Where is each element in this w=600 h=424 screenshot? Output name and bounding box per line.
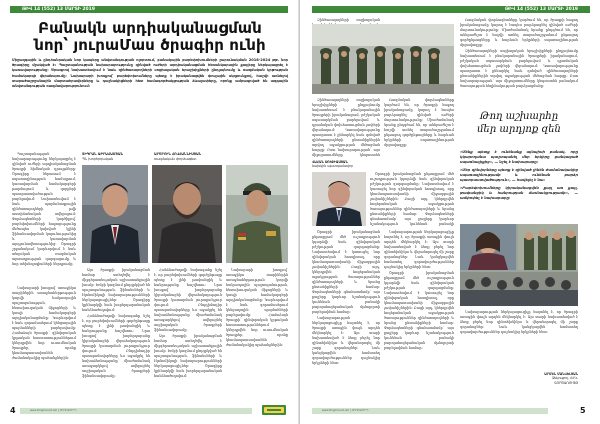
left-lead-paragraph: Միջազգային և ընդհանրական նոր կապերը անվտանգության ոլորտում, բանակային բարեփոխումների շարունակման 2018-2024 թթ. նոր ծրագիրը մշակված է: Պաշտպանության նախարարությունը զինված ուժերի արդիականացման հեռանկարային քայլերը ներկայացրել է կառավարությանը: Ծրագրով նախատեսվում է նաև զինծառայողների սոցիալական երաշխիքների ընդլայնումը և ռազմական կրթության համակարգի վերանայումը: Նախարարի խոսքով՝ բարեփոխումները պետք է իրականացվեն փուլային սկզբունքով, հաշվի առնելով տարածաշրջանային մարտահրավերները և դաշնակիցների հետ համագործակցության ձևաչափերը, որոնք ամրագրված են ազգային անվտանգության ռազմավարությունում: (12, 58, 288, 89)
photo-soldiers-marching (312, 24, 454, 94)
photo-man-headshot (312, 172, 366, 226)
photo-officer-uniform (226, 165, 288, 263)
left-column-1 (12, 152, 76, 282)
right-col4-paragraph-b: Նախարարության ներկայացուցիչը հայտնել է, որ ծրագրի առաջին փուլն արդեն մեկնարկել է: Այս տարի նախատեսված է ձեռք բերել նոր զինտեխնիկա և վերանորոգել մի շարք զորանոցներ: Նաև կանցկացվեն համատեղ զորավարժություններ դաշնակից երկրների հետ: (460, 310, 578, 334)
photo1-caption-role: ՊՆ խորհրդական (82, 156, 114, 161)
right-column-beside-headshot (370, 172, 454, 226)
photo1-caption (82, 152, 152, 161)
left-topbar-text: ԹԻՎ 14 (552) 13 ՄԱՐՏԻ 2019 (22, 7, 95, 12)
right-page (300, 0, 600, 424)
left-page-number: 4 (10, 406, 16, 415)
signature-2 (530, 372, 578, 385)
right-lead-quote-1: «Մենք պետք է ունենանք այնպիսի բանակ, որը կկարողանա պաշտպանել մեր երկիրը ցանկացած սպառնալիքից», — նշել է նախարարը: (460, 150, 578, 164)
sig2-role: Զեկուցող, ՀՀԿ-ԳՈՐԾԱՌՈՒՅԹ (551, 376, 578, 385)
left-col3-paragraph: Հանձնաժողովի նախագահը նշել է, որ բարեփոխումների գործընթացը պետք է լինի թափանցիկ և հանրությանը հաշվետու: Նրա խոսքով՝ խորհրդարանը կիրականացնի վերահսկողություն ծրագրի կատարման յուրաքանչյուր փուլում: Ընդդիմադիր պատգամավորները ևս աջակցել են նախաձեռնությանը՝ միաժամանակ առաջարկելով ավելացնել սոցիալական ծրագրերի ֆինանսավորումը: (154, 268, 222, 332)
right-topbar (312, 6, 590, 13)
left-col3-paragraph-a: Հանձնաժողովի նախագահը նշել է, որ բարեփոխումների գործընթացը պետք է լինի թափանցիկ և հանրությանը հաշվետու: Նրա խոսքով՝ խորհրդարանը կիրականացնի վերահսկողություն ծրագրի կատարման յուրաքանչյուր փուլում: Ընդդիմադիր պատգամավորները ևս աջակցել են նախաձեռնությանը՝ միաժամանակ առաջարկելով ավելացնել սոցիալական ծրագրերի ֆինանսավորումը: (82, 314, 150, 378)
right-column-lower-3 (460, 310, 578, 368)
photo-bearded-man (152, 165, 222, 263)
right-col3-paragraph-a: Ծրագրի իրականացման ընթացքում մեծ ուշադրություն կդարձվի նաև զինվորական բժշկության զարգացմանը: Նախատեսվում է կառուցել նոր զինվորական հոսպիտալ, որը կհամապատասխանի միջազգային չափանիշներին: Բացի այդ, կներդրվեն հոգեբանական աջակցության ծառայություններ զինծառայողների և նրանց ընտանիքների համար: Փորձագետների գնահատմամբ՝ այս քայլերը կարևոր նշանակություն կունենան բանակի (370, 172, 454, 226)
right-col1-paragraph-c: Զինծառայողների սոցիալական երաշխիքների ընդլայնումը նախատեսում է բնակարանային ծրագրերի իրականացում, բժշկական սպասարկման բարելավում և դրամական փոխհատուցման չափերի վերանայում: Կառավարությունը պատրաստ է քննարկել նաև զոհված զինծառայողների ընտանիքներին տրվող աջակցության մեծացման հարցը: Ըստ նախարարության՝ այս միջոցառումները կնպաստեն (312, 98, 380, 157)
newspaper-logo-icon (262, 405, 286, 415)
right-lead-quote-2: «Մեր զինվորները պետք է զինված լինեն ժամանակակից սպառազինությամբ և ունենան բարձր պատրաստվածություն», — հավելել է նա: (460, 168, 578, 182)
right-title-line-2: մեր արդյոք զեն (477, 124, 561, 135)
right-col3-paragraph: Ծրագրի իրականացման ընթացքում մեծ ուշադրություն կդարձվի նաև զինվորական բժշկության զարգացմանը: Նախատեսվում է կառուցել նոր զինվորական հոսպիտալ, որը կհամապատասխանի միջազգային չափանիշներին: Բացի այդ, կներդրվեն հոգեբանական աջակցության ծառայություններ զինծառայողների և նրանց ընտանիքների համար: Փորձագետների գնահատմամբ՝ այս քայլերը կարևոր նշանակություն կունենան բանակի բարոյահոգեբանական մթնոլորտի բարելավման համար: (312, 230, 380, 314)
left-topbar (10, 6, 288, 13)
left-col2-paragraph: Այս ծրագրի իրականացման համար ստեղծվել է միջգերատեսչական աշխատանքային խումբ: Խմբի կազմում ընդգրկված են պաշտպանության, ֆինանսների և էկոնոմիկայի նախարարությունների ներկայացուցիչներ: Ծրագիրը կքննարկվի նաև խորհրդարանական հանձնաժողովում: (82, 268, 150, 312)
right-col2-paragraph: Ռազմական փորձագետները կարծում են, որ ծրագրի հաջող իրականացումը կարող է էապես բարձրացնել զինված ուժերի մարտունակությունը: Միաժամանակ նրանք ընդգծում են, որ անհրաժեշտ է հաշվի առնել տարածաշրջանում ընթացող գործընթացները և հարևան երկրների սպառազինության մրցավազքը: (460, 18, 578, 47)
right-col2-paragraph-c: Ռազմական փորձագետները կարծում են, որ ծրագրի հաջող իրականացումը կարող է էապես բարձրացնել զինված ուժերի մարտունակությունը: Միաժամանակ նրանք ընդգծում են, որ անհրաժեշտ է հաշվի առնել տարածաշրջանում ընթացող գործընթացները և հարևան երկրների սպառազինության մրցավազքը: (384, 98, 454, 147)
left-footer-text: www.zhoghovurd.am | ԺՈՂՈՎՈՒՐԴ (30, 409, 77, 412)
signature-1 (312, 160, 353, 169)
left-column-3 (154, 268, 222, 396)
right-lead (460, 150, 578, 204)
right-col1-paragraph-b: Զինծառայողների սոցիալական երաշխիքների ընդլայնումը նախատեսում է բնակարանային ծրագրերի իրականացում, բժշկական սպասարկման բարելավում և դրամական փոխհատուցման չափերի վերանայում: Կառավարությունը պատրաստ է քննարկել նաև զոհված զինծառայողների ընտանիքներին տրվող աջակցության մեծացման հարցը: Ըստ նախարարության՝ այս միջոցառումները կնպաստեն բանակում ծառայության հեղինակության բարձրացմանը: (460, 49, 578, 88)
right-column-1-mid (312, 98, 380, 158)
right-footer-text: www.zhoghovurd.am | ԺՈՂՈՎՈՒՐԴ (322, 409, 369, 412)
right-col3-paragraph-b: Ծրագրի իրականացման ընթացքում մեծ ուշադրություն կդարձվի նաև զինվորական բժշկության զարգացմանը: Նախատեսվում է կառուցել նոր զինվորական հոսպիտալ, որը կհամապատասխանի միջազգային չափանիշներին: Բացի այդ, կներդրվեն հոգեբանական աջակցության ծառայություններ զինծառայողների և նրանց ընտանիքների համար: Փորձագետների գնահատմամբ՝ այս քայլերը կարևոր նշանակություն կունենան բանակի բարոյահոգեբանական մթնոլորտի բարելավման համար: (384, 271, 454, 350)
left-col1b-paragraph: Նախարարի խոսքով՝ առաջիկա տարիներին առաջնահերթություն կտրվի հակաօդային պաշտպանության, հետախուզական միջոցների և կապի համակարգերի արդիականացմանը: Կարևորվում է նաև զորամասերում կենցաղային պայմանների բարելավումը: Համաձայն ծրագրի՝ զինվորական կրթական հաստատություններում կներդրվեն նոր ուսումնական ծրագրեր, որոնք կհամապատասխանեն ժամանակակից պահանջներին: (12, 286, 76, 360)
right-column-lower-2 (384, 230, 454, 396)
headline-line-2: նոր՝ յուրաՄաս ծրագիր ունի (34, 36, 266, 54)
sig2-name: ԱՐՄԵՆ ՄԱՆՎԵԼՅԱՆ (544, 372, 578, 376)
right-title-line-1: Թող աշխարհը (479, 111, 559, 122)
right-lead-quote-3: «Բարեփոխումները կիրականացվեն քայլ առ քայլ, թափանցիկ և հանրության մասնակցությամբ», — ամփոփել է նախարարը: (460, 186, 578, 200)
right-topbar-text: ԹԻՎ 14 (552) 13 ՄԱՐՏԻ 2019 (505, 7, 578, 12)
photo-man-portrait (82, 165, 148, 263)
right-col1-paragraph: Զինծառայողների սոցիալական (317, 18, 380, 22)
right-column-2-mid (384, 98, 454, 158)
photo2-caption-role: ռազմական փորձագետ (154, 156, 197, 161)
left-column-4 (226, 268, 288, 396)
right-col4-paragraph: Նախարարության ներկայացուցիչը հայտնել է, որ ծրագրի առաջին փուլն արդեն մեկնարկել է: Այս տարի նախատեսված է ձեռք բերել նոր զինտեխնիկա և վերանորոգել մի շարք զորանոցներ: Նաև կանցկացվեն համատեղ զորավարժություններ դաշնակից երկրների հետ: (384, 230, 454, 269)
left-column-1b (12, 286, 76, 396)
left-footer (10, 408, 288, 414)
photo2-caption (154, 152, 224, 161)
right-footer (312, 408, 590, 414)
right-title (460, 110, 578, 136)
right-col4-paragraph-a: Նախարարության ներկայացուցիչը հայտնել է, որ ծրագրի առաջին փուլն արդեն մեկնարկել է: Այս տարի նախատեսված է ձեռք բերել նոր զինտեխնիկա և վերանորոգել մի շարք զորանոցներ: Նաև կանցկացվեն համատեղ զորավարժություններ դաշնակից երկրների հետ: (312, 316, 380, 365)
photo1-caption-name: ՏԻԳՐԱՆ ԱԲՐԱՀԱՄՅԱՆ (82, 152, 124, 156)
photo-collage (460, 224, 578, 306)
left-col1b-paragraph-c: Նախարարի խոսքով՝ առաջիկա տարիներին առաջնահերթություն կտրվի հակաօդային պաշտպանության, հետախուզական միջոցների և կապի համակարգերի արդիականացմանը: Կարևորվում է նաև զորամասերում կենցաղային պայմանների բարելավումը: Համաձայն ծրագրի՝ զինվորական կրթական հաստատություններում կներդրվեն նոր ուսումնական ծրագրեր, որոնք կհամապատասխանեն ժամանակակից պահանջներին: (226, 268, 288, 347)
right-column-2-top (460, 18, 578, 106)
right-page-number: 5 (580, 406, 586, 415)
left-headline (12, 20, 288, 54)
photo2-caption-name: ԱՐԾՐՈՒՆ ՀՈՎՀԱՆՆԻՍՅԱՆ (154, 152, 202, 156)
right-column-lower-1 (312, 230, 380, 396)
sig1-name: ՎԱՀԱՆ ՍՈՒՔԻԱՍՅԱՆ (312, 160, 348, 164)
left-col2-paragraph-b: Այս ծրագրի իրականացման համար ստեղծվել է միջգերատեսչական աշխատանքային խումբ: Խմբի կազմում ընդգրկված են պաշտպանության, ֆինանսների և էկոնոմիկայի նախարարությունների ներկայացուցիչներ: Ծրագիրը կքննարկվի նաև խորհրդարանական հանձնաժողովում: (154, 334, 222, 378)
headline-line-1: Բանակն արդիականացման (38, 19, 262, 37)
left-column-2 (82, 268, 150, 396)
left-col1-paragraph: Պաշտպանության նախարարությունը ներկայացրել է զինված ուժերի արդիականացման ծրագրի հիմնական դրույթները: Ծրագիրը ներառում է սպառազինության համալրում, կառավարման համակարգերի թարմացում և զորքերի պատրաստվածության բարելավում: Նախատեսվում է նաև պայմանագրային զինծառայողների թվի աստիճանական ավելացում: Փորձագետների կարծիքով՝ բարեփոխումների հաջողությունը մեծապես կախված կլինի ֆինանսավորման կայունությունից և կառավարման արդյունավետությունից: Ծրագրի շրջանակում կարևորվում է նաև տեղական ռազմական արտադրության զարգացումը և նոր տեխնոլոգիաների ներդրումը: (12, 152, 76, 266)
sig1-role: նախկին պատգամավոր (312, 164, 354, 169)
